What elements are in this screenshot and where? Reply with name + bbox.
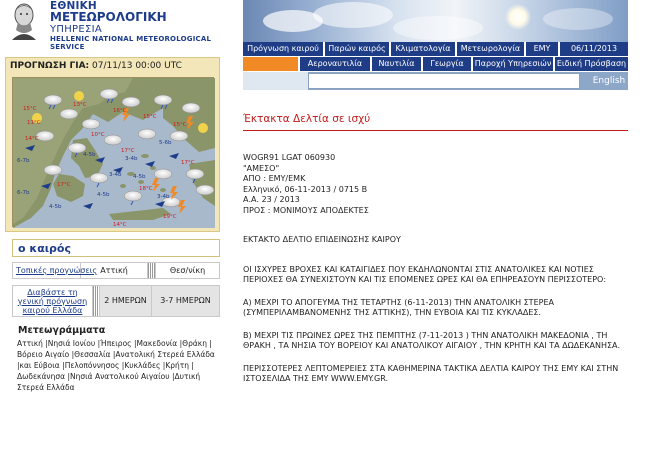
- meteogram-separator: |: [119, 361, 125, 370]
- search-bar: [243, 72, 628, 90]
- header-line: Ελληνικό, 06-11-2013 / 0715 Β: [243, 184, 368, 194]
- header-line: ΑΠΟ : ΕΜΥ/ΕΜΚ: [243, 174, 306, 183]
- map-label: 18°C: [139, 186, 153, 192]
- map-label: 14°C: [113, 222, 127, 228]
- bulletin-paragraph: Α) ΜΕΧΡΙ ΤΟ ΑΠΟΓΕΥΜΑ ΤΗΣ ΤΕΤΑΡΤΗΣ (6-11-2013) ΤΗΝ ΑΝΑΤΟΛΙΚΗ ΣΤΕΡΕΑ (ΣΥΜΠΕΡΙΛΑΜΒΑΝΟΜΕΝΗΣ ΤΗΣ ΑΤΤΙΚΗΣ), ΤΗΝ ΕΥΒΟΙΑ ΚΑΙ ΤΙΣ ΚΥΚΛΑΔΕΣ.: [243, 297, 554, 317]
- meteogram-link[interactable]: Βόρειο Αιγαίο: [17, 350, 70, 359]
- map-label: 3-4b: [109, 172, 122, 178]
- meteogram-separator: |: [189, 361, 194, 370]
- map-label: 5-6b: [159, 140, 172, 146]
- meteogram-separator: |: [17, 361, 20, 370]
- map-label: 19°C: [163, 214, 177, 220]
- meteogram-link[interactable]: Ήπειρος: [100, 339, 132, 348]
- meteogram-separator: |: [69, 350, 75, 359]
- meteograms-title: Μετεωγράμματα: [18, 325, 106, 336]
- primary-nav: [243, 42, 628, 56]
- header-line: ΠΡΟΣ : ΜΟΝΙΜΟΥΣ ΑΠΟΔΕΚΤΕΣ: [243, 205, 369, 215]
- meteogram-separator: |: [160, 361, 166, 370]
- meteograms-list: [17, 338, 217, 393]
- meteogram-link[interactable]: Ανατολική Στερεά Ελλάδα: [115, 350, 215, 359]
- heading-divider: [243, 130, 628, 131]
- meteogram-link[interactable]: Αττική: [17, 339, 43, 348]
- local-forecasts-link[interactable]: Τοπικές προγνώσεις: [13, 263, 81, 278]
- meteogram-separator: |: [177, 339, 183, 348]
- separator-grip: [93, 286, 100, 316]
- map-label: 17°C: [121, 148, 135, 154]
- sky-banner: [243, 0, 628, 42]
- nav-shipping[interactable]: Ναυτιλία: [372, 57, 423, 71]
- forecast-datetime: 07/11/13 00:00 UTC: [92, 61, 182, 71]
- logo-line-2: ΜΕΤΕΩΡΟΛΟΓΙΚΗ: [50, 10, 167, 24]
- hnms-logo[interactable]: [8, 0, 238, 51]
- bulletin-body: [243, 153, 628, 385]
- greece-map-graphic: [13, 78, 215, 228]
- map-label: 15°C: [173, 122, 187, 128]
- meteogram-link[interactable]: Δωδεκάνησα: [17, 372, 66, 381]
- bulletin-title: ΕΚΤΑΚΤΟ ΔΕΛΤΙΟ ΕΠΙΔΕΙΝΩΣΗΣ ΚΑΙΡΟΥ: [243, 235, 401, 244]
- thessaloniki-link[interactable]: Θεσ/νίκη: [169, 266, 206, 275]
- logo-line-3: ΥΠΗΡΕΣΙΑ: [50, 24, 103, 35]
- meteogram-link[interactable]: Θεσσαλία: [74, 350, 111, 359]
- map-label: 4-5b: [83, 152, 96, 158]
- forecast-map[interactable]: [12, 77, 214, 227]
- nav-orange-block: [243, 57, 300, 71]
- meteogram-separator: |: [169, 372, 175, 381]
- header-line: Α.Α. 23 / 2013: [243, 195, 300, 204]
- meteogram-separator: |: [65, 372, 70, 381]
- secondary-nav: [243, 57, 628, 71]
- portrait-logo-icon: [8, 0, 40, 40]
- meteogram-link[interactable]: Νησιά Ανατολικού Αιγαίου: [69, 372, 170, 381]
- separator-grip: [148, 263, 156, 278]
- nav-special-access[interactable]: Ειδική Πρόσβαση: [555, 57, 628, 71]
- meteogram-link[interactable]: Κυκλάδες: [124, 361, 161, 370]
- map-label: 10°C: [91, 132, 105, 138]
- header-line: WOGR91 LGAT 060930: [243, 153, 336, 162]
- meteogram-separator: |: [59, 361, 65, 370]
- bulletin-heading: Έκτακτα Δελτία σε ισχύ: [243, 113, 371, 125]
- meteogram-link[interactable]: και Εύβοια: [19, 361, 60, 370]
- map-label: 14°C: [25, 136, 39, 142]
- map-label: 3-4b: [157, 194, 170, 200]
- meteogram-link[interactable]: Κρήτη: [165, 361, 190, 370]
- bulletin-paragraph: ΠΕΡΙΣΣΟΤΕΡΕΣ ΛΕΠΤΟΜΕΡΕΙΕΣ ΣΤΑ ΚΑΘΗΜΕΡΙΝΑ ΤΑΚΤΙΚΑ ΔΕΛΤΙΑ ΚΑΙΡΟΥ ΤΗΣ ΕΜΥ ΚΑΙ ΣΤΗΝ ΙΣΤΟΣΕΛΙΔΑ ΤΗΣ ΕΜΥ WWW.EMY.GR.: [243, 363, 619, 383]
- meteogram-link[interactable]: Νησιά Ιονίου: [47, 339, 96, 348]
- map-label: 15°C: [143, 114, 157, 120]
- current-date: 06/11/2013: [560, 42, 628, 56]
- map-label: 15°C: [23, 106, 37, 112]
- english-link[interactable]: English: [590, 72, 628, 90]
- map-label: 4-5b: [49, 204, 62, 210]
- map-label: 17°C: [181, 160, 195, 166]
- meteogram-link[interactable]: Θράκη: [182, 339, 207, 348]
- logo-line-1: ΕΘΝΙΚΗ: [50, 0, 97, 12]
- meteogram-separator: |: [110, 350, 116, 359]
- weather-title-text: ο καιρός: [18, 242, 71, 255]
- general-forecast-link[interactable]: Διαβάστε τη γενική πρόγνωση καιρού Ελλάδα: [13, 286, 93, 316]
- map-label: 6-7b: [17, 190, 30, 196]
- map-label: 16°C: [113, 108, 127, 114]
- map-label: 11°C: [27, 120, 41, 126]
- meteogram-link[interactable]: Μακεδονία: [136, 339, 178, 348]
- bulletin-paragraph: Β) ΜΕΧΡΙ ΤΙΣ ΠΡΩΙΝΕΣ ΩΡΕΣ ΤΗΣ ΠΕΜΠΤΗΣ (7-11-2013 ) ΤΗΝ ΑΝΑΤΟΛΙΚΗ ΜΑΚΕΔΟΝΙΑ , ΤΗ ΘΡΑΚΗ , ΤΑ ΝΗΣΙΑ ΤΟΥ ΒΟΡΕΙΟΥ ΚΑΙ ΑΝΑΤΟΛΙΚΟΥ ΑΙΓΑΙΟΥ , ΤΗΝ ΚΡΗΤΗ ΚΑΙ ΤΑ ΔΩΔΕΚΑΝΗΣΑ.: [243, 330, 621, 350]
- forecast-header: [10, 61, 182, 71]
- meteogram-separator: |: [42, 339, 48, 348]
- two-day-button[interactable]: 2 ΗΜΕΡΩΝ: [100, 286, 152, 316]
- nav-emy[interactable]: ΕΜΥ: [526, 42, 560, 56]
- nav-services[interactable]: Παροχή Υπηρεσιών: [473, 57, 555, 71]
- map-label: 6-7b: [17, 158, 30, 164]
- map-label: 4-5b: [133, 174, 146, 180]
- header-line: "ΑΜΕΣΟ": [243, 163, 280, 173]
- three-seven-day-button[interactable]: 3-7 ΗΜΕΡΩΝ: [152, 286, 219, 316]
- nav-meteorology[interactable]: Μετεωρολογία: [457, 42, 526, 56]
- meteogram-link[interactable]: Δυτική Στερεά Ελλάδα: [17, 372, 201, 392]
- map-label: 13°C: [73, 102, 87, 108]
- local-forecast-row: [12, 262, 220, 279]
- forecast-panel: [5, 57, 220, 232]
- meteogram-link[interactable]: Πελοπόννησος: [64, 361, 120, 370]
- nav-current-weather[interactable]: Παρών καιρός: [325, 42, 391, 56]
- nav-agriculture[interactable]: Γεωργία: [423, 57, 473, 71]
- nav-aeronautics[interactable]: Αεροναυτιλία: [300, 57, 372, 71]
- map-label: 4-5b: [97, 192, 110, 198]
- weather-box-title: [12, 239, 220, 257]
- search-input[interactable]: [308, 73, 580, 89]
- forecast-label: ΠΡΟΓΝΩΣΗ ΓΙΑ:: [10, 61, 90, 71]
- map-label: 17°C: [57, 182, 71, 188]
- nav-climatology[interactable]: Κλιματολογία: [391, 42, 457, 56]
- bulletin-paragraph: ΟΙ ΙΣΧΥΡΕΣ ΒΡΟΧΕΣ ΚΑΙ ΚΑΤΑΙΓΙΔΕΣ ΠΟΥ ΕΚΔΗΛΩΝΟΝΤΑΙ ΣΤΙΣ ΑΝΑΤΟΛΙΚΕΣ ΚΑΙ ΝΟΤΙΕΣ ΠΕΡΙΟΧΕΣ ΘΑ ΣΥΝΕΧΙΣΤΟΥΝ ΚΑΙ ΤΙΣ ΕΠΟΜΕΝΕΣ ΩΡΕΣ ΚΑΙ ΘΑ ΕΠΗΡΕΑΣΟΥΝ ΠΕΡΙΣΣΟΤΕΡΟ:: [243, 264, 607, 284]
- meteogram-separator: |: [206, 339, 212, 348]
- map-label: 3-4b: [125, 156, 138, 162]
- meteogram-separator: |: [131, 339, 137, 348]
- bulletin-header-block: [243, 153, 628, 216]
- general-forecast-row: [12, 285, 220, 317]
- nav-forecast[interactable]: Πρόγνωση καιρού: [243, 42, 325, 56]
- logo-line-4: HELLENIC NATIONAL METEOROLOGICAL SERVICE: [50, 35, 212, 51]
- attica-link[interactable]: Αττική: [81, 263, 148, 278]
- meteogram-separator: |: [95, 339, 101, 348]
